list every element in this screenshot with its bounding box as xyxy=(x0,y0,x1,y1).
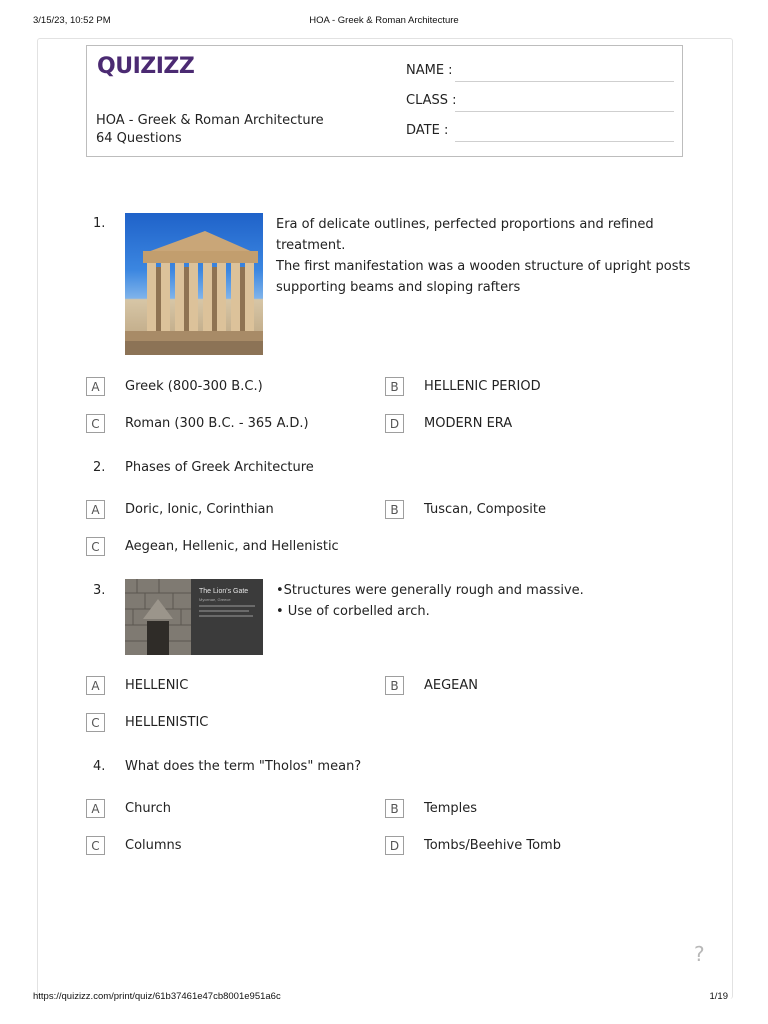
option-letter[interactable]: B xyxy=(385,676,404,695)
question-text: Phases of Greek Architecture xyxy=(125,460,314,475)
option-letter[interactable]: A xyxy=(86,500,105,519)
help-icon[interactable]: ? xyxy=(694,942,705,966)
question-number: 1. xyxy=(93,216,106,231)
quiz-header-card xyxy=(86,45,683,157)
option-letter[interactable]: B xyxy=(385,799,404,818)
option-letter[interactable]: D xyxy=(385,836,404,855)
option-letter[interactable]: A xyxy=(86,676,105,695)
slide-subheading: Mycenae, Greece xyxy=(199,597,231,602)
print-url[interactable]: https://quizizz.com/print/quiz/61b37461e47cb8001e951a6c xyxy=(33,991,281,1002)
quiz-title: HOA - Greek & Roman Architecture xyxy=(96,113,324,128)
slide-heading: The Lion's Gate xyxy=(199,588,249,595)
quizizz-logo: QUIZIZZ xyxy=(97,54,195,79)
class-label: CLASS : xyxy=(406,93,457,108)
question-text: Era of delicate outlines, perfected proportions and refined treatment. The first manifestation was a wooden structure of upright posts supporting beams and sloping rafters xyxy=(276,217,691,295)
option-text[interactable]: Roman (300 B.C. - 365 A.D.) xyxy=(125,416,309,431)
question-number: 4. xyxy=(93,759,106,774)
option-letter[interactable]: A xyxy=(86,799,105,818)
option-letter[interactable]: C xyxy=(86,537,105,556)
option-letter[interactable]: C xyxy=(86,836,105,855)
option-text[interactable]: Doric, Ionic, Corinthian xyxy=(125,502,274,517)
question-number: 2. xyxy=(93,460,106,475)
option-text[interactable]: AEGEAN xyxy=(424,678,479,693)
option-text[interactable]: HELLENIC PERIOD xyxy=(424,379,541,394)
date-line xyxy=(455,141,674,142)
option-text[interactable]: Columns xyxy=(125,838,182,853)
print-page-number: 1/19 xyxy=(709,991,728,1002)
question-text: What does the term "Tholos" mean? xyxy=(125,759,362,774)
parthenon-illustration xyxy=(125,213,263,355)
option-text[interactable]: Greek (800-300 B.C.) xyxy=(125,379,263,394)
name-line xyxy=(455,81,674,82)
lions-gate-illustration xyxy=(125,579,263,655)
option-letter[interactable]: B xyxy=(385,500,404,519)
parthenon-image xyxy=(125,213,263,355)
option-text[interactable]: Temples xyxy=(424,801,478,816)
option-letter[interactable]: B xyxy=(385,377,404,396)
option-letter[interactable]: D xyxy=(385,414,404,433)
print-datetime: 3/15/23, 10:52 PM xyxy=(33,15,111,26)
option-text[interactable]: Tuscan, Composite xyxy=(424,502,546,517)
option-text[interactable]: HELLENIC xyxy=(125,678,189,693)
option-text[interactable]: Church xyxy=(125,801,172,816)
quiz-question-count: 64 Questions xyxy=(96,131,182,146)
date-label: DATE : xyxy=(406,123,449,138)
option-text[interactable]: MODERN ERA xyxy=(424,416,513,431)
option-text[interactable]: Tombs/Beehive Tomb xyxy=(424,838,561,853)
class-line xyxy=(455,111,674,112)
lions-gate-image xyxy=(125,579,263,655)
print-page-title: HOA - Greek & Roman Architecture xyxy=(309,15,459,26)
question-text: •Structures were generally rough and massive. • Use of corbelled arch. xyxy=(276,583,584,619)
name-label: NAME : xyxy=(406,63,453,78)
option-letter[interactable]: C xyxy=(86,414,105,433)
question-number: 3. xyxy=(93,583,106,598)
option-letter[interactable]: A xyxy=(86,377,105,396)
option-text[interactable]: Aegean, Hellenic, and Hellenistic xyxy=(125,539,339,554)
option-letter[interactable]: C xyxy=(86,713,105,732)
option-text[interactable]: HELLENISTIC xyxy=(125,715,209,730)
